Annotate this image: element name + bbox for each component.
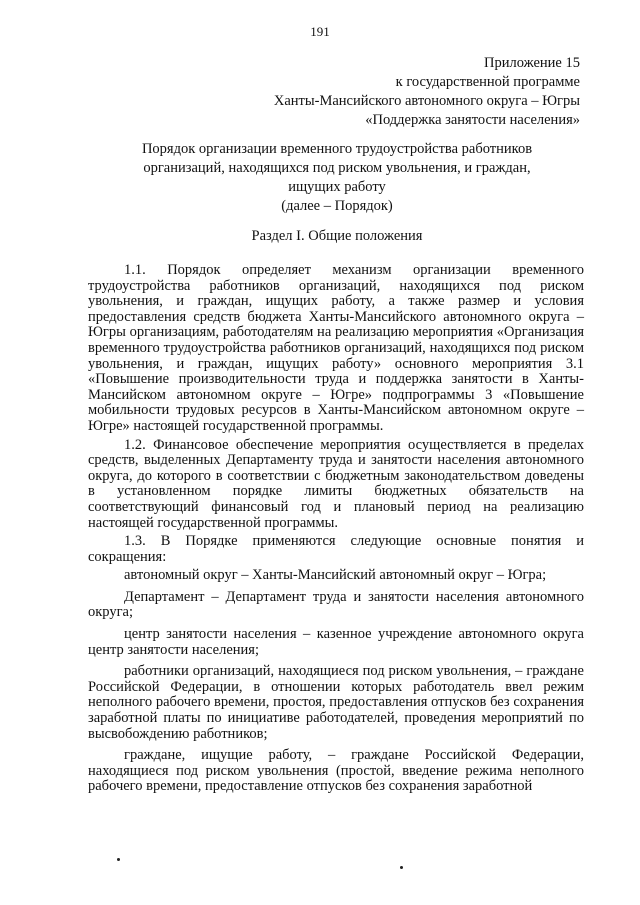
paragraph: работники организаций, находящиеся под риском увольнения, – граждане Российской Федерации, в отношении которых работодатель ввел режим неполного рабочего времени, простоя, предоставления отпусков без сохранения заработной платы по инициативе работодателей, проведения мероприятий по высвобождению работников; [88, 663, 584, 742]
section-title: Раздел I. Общие положения [251, 228, 423, 244]
appendix-line: к государственной программе [395, 74, 580, 90]
paragraph: центр занятости населения – казенное учреждение автономного округа центр занятости населения; [88, 626, 584, 658]
title-line: ищущих работу [288, 179, 386, 195]
appendix-line: Приложение 15 [484, 55, 580, 71]
title-line: Порядок организации временного трудоустройства работников [141, 141, 533, 157]
appendix-line: «Поддержка занятости населения» [365, 112, 580, 128]
appendix-block [274, 54, 580, 130]
scan-speck [117, 858, 120, 861]
paragraph: 1.3. В Порядке применяются следующие основные понятия и сокращения: [88, 533, 584, 565]
title-line: (далее – Порядок) [281, 198, 393, 214]
title-line: организаций, находящихся под риском увольнения, и граждан, [143, 160, 531, 176]
paragraph: 1.1. Порядок определяет механизм организации временного трудоустройства работников организаций, находящихся под риском увольнения, и граждан, ищущих работу, а также размер и условия предоставления средств бюджета Ханты-Мансийского автономного округа – Югры организациям, работодателям на реализацию мероприятия «Организация временного трудоустройства работников организаций, находящихся под риском увольнения, и граждан, ищущих работу» основного мероприятия 3.1 «Повышение производительности труда и поддержка занятости в Ханты-Мансийском автономном округе – Югре» подпрограммы 3 «Повышение мобильности трудовых ресурсов в Ханты-Мансийском автономном округе – Югре» настоящей государственной программы. [88, 262, 584, 434]
document-title [90, 140, 584, 216]
body-text [88, 263, 584, 798]
paragraph: Департамент – Департамент труда и занятости населения автономного округа; [88, 588, 584, 621]
paragraph: граждане, ищущие работу, – граждане Российской Федерации, находящиеся под риском увольнения (простой, введение режима неполного рабочего времени, предоставление отпусков без сохранения заработной [88, 747, 584, 795]
page-number: 191 [310, 24, 330, 39]
scan-speck [400, 866, 403, 869]
paragraph: 1.2. Финансовое обеспечение мероприятия осуществляется в пределах средств, выделенных Департаменту труда и занятости населения автономного округа, до которого в соответствии с бюджетным законодательством доведены в установленном порядке лимиты бюджетных обязательств на соответствующий финансовый год и плановый период на реализацию настоящей государственной программы. [88, 436, 584, 531]
paragraph: автономный округ – Ханты-Мансийский автономный округ – Югра; [124, 567, 547, 584]
appendix-line: Ханты-Мансийского автономного округа – Югры [273, 93, 580, 109]
